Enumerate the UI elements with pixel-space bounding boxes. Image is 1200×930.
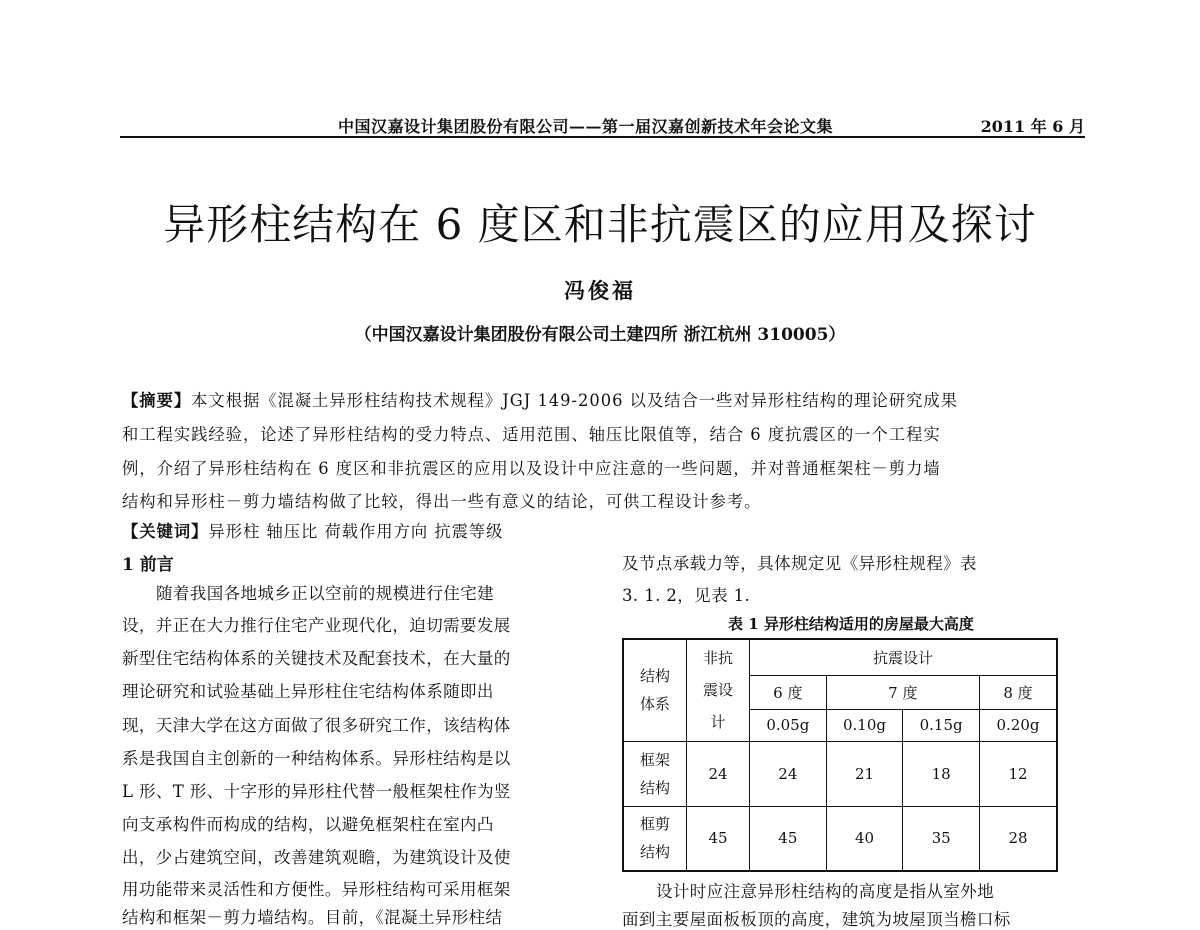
author: 冯俊福 <box>564 278 636 303</box>
body-line: 新型住宅结构体系的关键技术及配套技术，在大量的 <box>122 649 511 668</box>
body-line: 用功能带来灵活性和方便性。异形柱结构可采用框架 <box>122 880 511 899</box>
header-g: 0.05g <box>750 709 827 741</box>
cell: 21 <box>826 741 903 806</box>
row-name: 框剪 结构 <box>623 806 687 871</box>
paper-title: 异形柱结构在 6 度区和非抗震区的应用及探讨 <box>163 200 1037 249</box>
header-g: 0.15g <box>903 709 980 741</box>
body-line: L 形、T 形、十字形的异形柱代替一般框架柱作为竖 <box>122 782 511 801</box>
abstract-line: 和工程实践经验，论述了异形柱结构的受力特点、适用范围、轴压比限值等，结合 6 度抗震区的一个工程实 <box>122 425 941 444</box>
header-seismic: 抗震设计 <box>750 639 1058 675</box>
header-deg8: 8 度 <box>979 675 1057 709</box>
abstract-line: 结构和异形柱－剪力墙结构做了比较，得出一些有意义的结论，可供工程设计参考。 <box>122 492 762 511</box>
affiliation: （中国汉嘉设计集团股份有限公司土建四所 浙江杭州 310005） <box>354 325 846 345</box>
cell: 24 <box>750 741 827 806</box>
journal-name: 中国汉嘉设计集团股份有限公司——第一届汉嘉创新技术年会论文集 <box>338 117 834 136</box>
body-line: 设计时应注意异形柱结构的高度是指从室外地 <box>656 882 994 901</box>
header-g: 0.20g <box>979 709 1057 741</box>
header-g: 0.10g <box>826 709 903 741</box>
body-line: 面到主要屋面板板顶的高度，建筑为坡屋顶当檐口标 <box>622 910 1011 929</box>
body-line: 结构和框架－剪力墙结构。目前，《混凝土异形柱结 <box>122 908 503 927</box>
cell: 12 <box>979 741 1057 806</box>
body-line: 及节点承载力等，具体规定见《异形柱规程》表 <box>622 554 977 573</box>
cell: 24 <box>687 741 750 806</box>
cell: 45 <box>687 806 750 871</box>
keywords <box>122 518 503 542</box>
cell: 45 <box>750 806 827 871</box>
abstract-line: 例，介绍了异形柱结构在 6 度区和非抗震区的应用以及设计中应注意的一些问题，并对普通框架柱－剪力墙 <box>122 459 941 478</box>
max-height-table <box>622 638 1058 872</box>
header-nonseismic: 非抗 震设 计 <box>687 639 750 741</box>
header-system: 结构 体系 <box>623 639 687 741</box>
abstract-label: 【摘要】 <box>122 391 192 410</box>
table-row <box>623 806 1057 871</box>
running-header <box>120 112 1085 138</box>
issue-date: 2011 年 6 月 <box>980 117 1085 136</box>
cell: 18 <box>903 741 980 806</box>
abstract-line: 【摘要】本文根据《混凝土异形柱结构技术规程》JGJ 149-2006 以及结合一些对异形柱结构的理论研究成果 <box>122 391 958 410</box>
body-line: 3. 1. 2，见表 1. <box>622 586 751 605</box>
table-caption: 表 1 异形柱结构适用的房屋最大高度 <box>728 615 974 633</box>
keywords-text: 异形柱 轴压比 荷载作用方向 抗震等级 <box>208 522 504 541</box>
cell: 40 <box>826 806 903 871</box>
section-heading: 1 前言 <box>122 555 174 575</box>
body-line: 系是我国自主创新的一种结构体系。异形柱结构是以 <box>122 749 511 768</box>
header-deg6: 6 度 <box>750 675 827 709</box>
body-line: 现，天津大学在这方面做了很多研究工作，该结构体 <box>122 716 511 735</box>
body-line: 理论研究和试验基础上异形柱住宅结构体系随即出 <box>122 682 494 701</box>
body-line: 向支承构件而构成的结构，以避免框架柱在室内凸 <box>122 815 494 834</box>
cell: 35 <box>903 806 980 871</box>
cell: 28 <box>979 806 1057 871</box>
row-name: 框架 结构 <box>623 741 687 806</box>
body-line: 出，少占建筑空间，改善建筑观瞻，为建筑设计及使 <box>122 848 511 867</box>
body-line: 随着我国各地城乡正以空前的规模进行住宅建 <box>156 584 494 603</box>
header-rule <box>120 136 1085 138</box>
header-deg7: 7 度 <box>826 675 979 709</box>
table-row <box>623 741 1057 806</box>
keywords-label: 【关键词】 <box>122 522 209 541</box>
body-line: 设，并正在大力推行住宅产业现代化，迫切需要发展 <box>122 616 511 635</box>
